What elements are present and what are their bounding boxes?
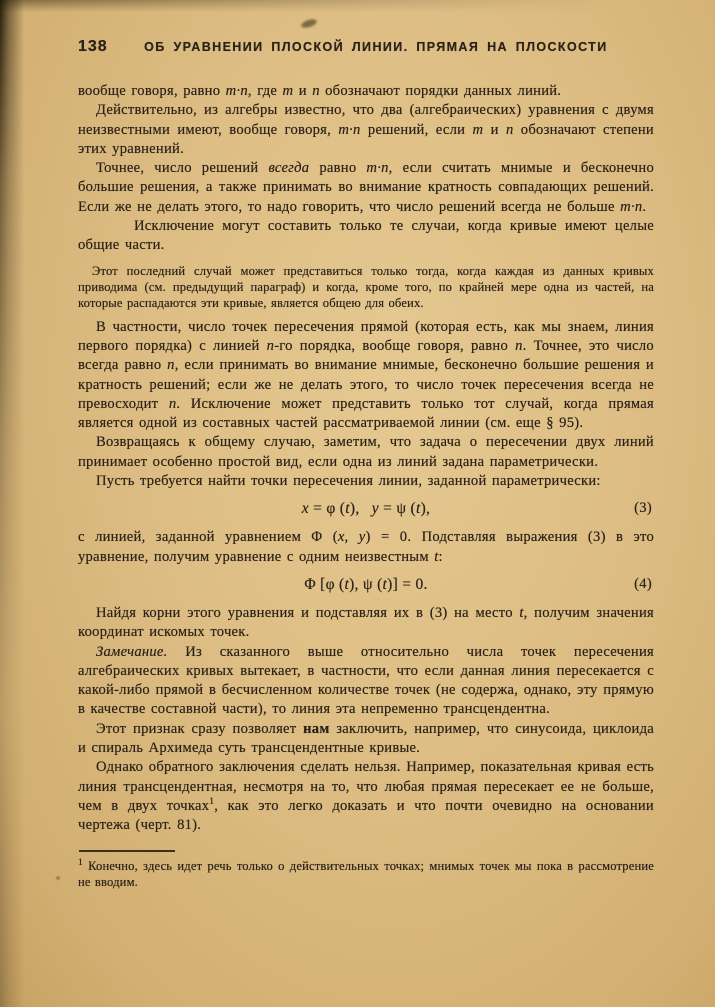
paragraph: Найдя корни этого уравнения и подставляя их в (3) на место t, получим значения координат искомых точек. bbox=[78, 604, 654, 641]
scan-left-shadow bbox=[0, 0, 24, 1007]
paragraph: Этот признак сразу позволяет нам заключить, например, что синусоида, циклоида и спираль Архимеда суть трансцендентные кривые. bbox=[78, 720, 654, 757]
running-header: ОБ УРАВНЕНИИ ПЛОСКОЙ ЛИНИИ. ПРЯМАЯ НА ПЛОСКОСТИ bbox=[144, 40, 608, 54]
paragraph: Возвращаясь к общему случаю, заметим, что задача о пересечении двух линий принимает особенно простой вид, если одна из линий задана параметрически. bbox=[78, 434, 654, 470]
paragraph: Замечание. Из сказанного выше относительно числа точек пересечения алгебраических кривых вытекает, в частности, что если данная линия пересекается с какой-либо прямой в бесчисленном количестве точек (не содержа, однако, эту прямую в качестве составной части), то линия эта непременно трансцендентна. bbox=[78, 643, 654, 718]
page-number: 138 bbox=[78, 38, 108, 55]
footnote: $^1$ Конечно, здесь идет речь только о действительных точках; мнимых точек мы пока в рассмотрение не вводим. bbox=[78, 857, 654, 889]
small-print-note: Этот последний случай может представиться только тогда, когда каждая из данных кривых приводима (см. предыдущий параграф) и когда, кроме того, по крайней мере одна из частей, на которые распадаются эти кривые, является общею для обеих. bbox=[78, 263, 654, 310]
paragraph: Исключение могут составить только те случаи, когда кривые имеют целые общие части. bbox=[78, 218, 654, 254]
formula-body: Φ [φ (t), ψ (t)] = 0. bbox=[304, 575, 428, 593]
formula-body: x = φ (t), y = ψ (t), bbox=[301, 500, 431, 518]
formula-number: (3) bbox=[634, 500, 652, 517]
paragraph: В частности, число точек пересечения прямой (которая есть, как мы знаем, линия первого порядка) с линией n-го порядка, вообще говоря, равно n. Точнее, это число всегда равно n, если принимать во внимание мнимые, бесконечно большие решения и кратность решений; если же не делать этого, то число точек пересечения всегда не превосходит n. Исключение может представить только тот случай, когда прямая является одной из составных частей рассматриваемой линии (см. еще § 95). bbox=[78, 318, 654, 432]
paragraph: вообще говоря, равно m·n, где m и n обозначают порядки данных линий. bbox=[78, 83, 562, 99]
ink-smudge bbox=[300, 18, 317, 30]
page-content bbox=[78, 38, 654, 891]
formula-number: (4) bbox=[634, 575, 652, 592]
footnote-divider bbox=[79, 850, 175, 852]
ink-speck bbox=[56, 876, 60, 880]
paragraph: Действительно, из алгебры известно, что два (алгебраических) уравнения с двумя неизвестными имеют, вообще говоря, m·n решений, если m и n обозначают степени этих уравнений. bbox=[78, 102, 654, 157]
scan-top-shadow bbox=[0, 0, 715, 12]
footnote-area bbox=[78, 850, 654, 891]
formula-3 bbox=[78, 500, 654, 518]
formula-4 bbox=[78, 576, 654, 594]
paragraph: с линией, заданной уравнением Φ (x, y) = 0. Подставляя выражения (3) в это уравнение, получим уравнение с одним неизвестным t: bbox=[78, 529, 655, 565]
page-body bbox=[78, 82, 654, 836]
running-header-row bbox=[78, 38, 654, 56]
paragraph: Однако обратного заключения сделать нельзя. Например, показательная кривая есть линия трансцендентная, несмотря на то, что любая прямая пересекает ее не больше, чем в двух точках$^1$, как это легко доказать и что почти очевидно на основании чертежа (черт. 81). bbox=[78, 759, 654, 834]
paragraph: Точнее, число решений всегда равно m·n, если считать мнимые и бесконечно большие решения, а также принимать во внимание кратность совпадающих решений. Если же не делать этого, то надо говорить, что число решений всегда не больше m·n. bbox=[78, 160, 654, 215]
paragraph: Пусть требуется найти точки пересечения линии, заданной параметрически: bbox=[96, 473, 601, 490]
